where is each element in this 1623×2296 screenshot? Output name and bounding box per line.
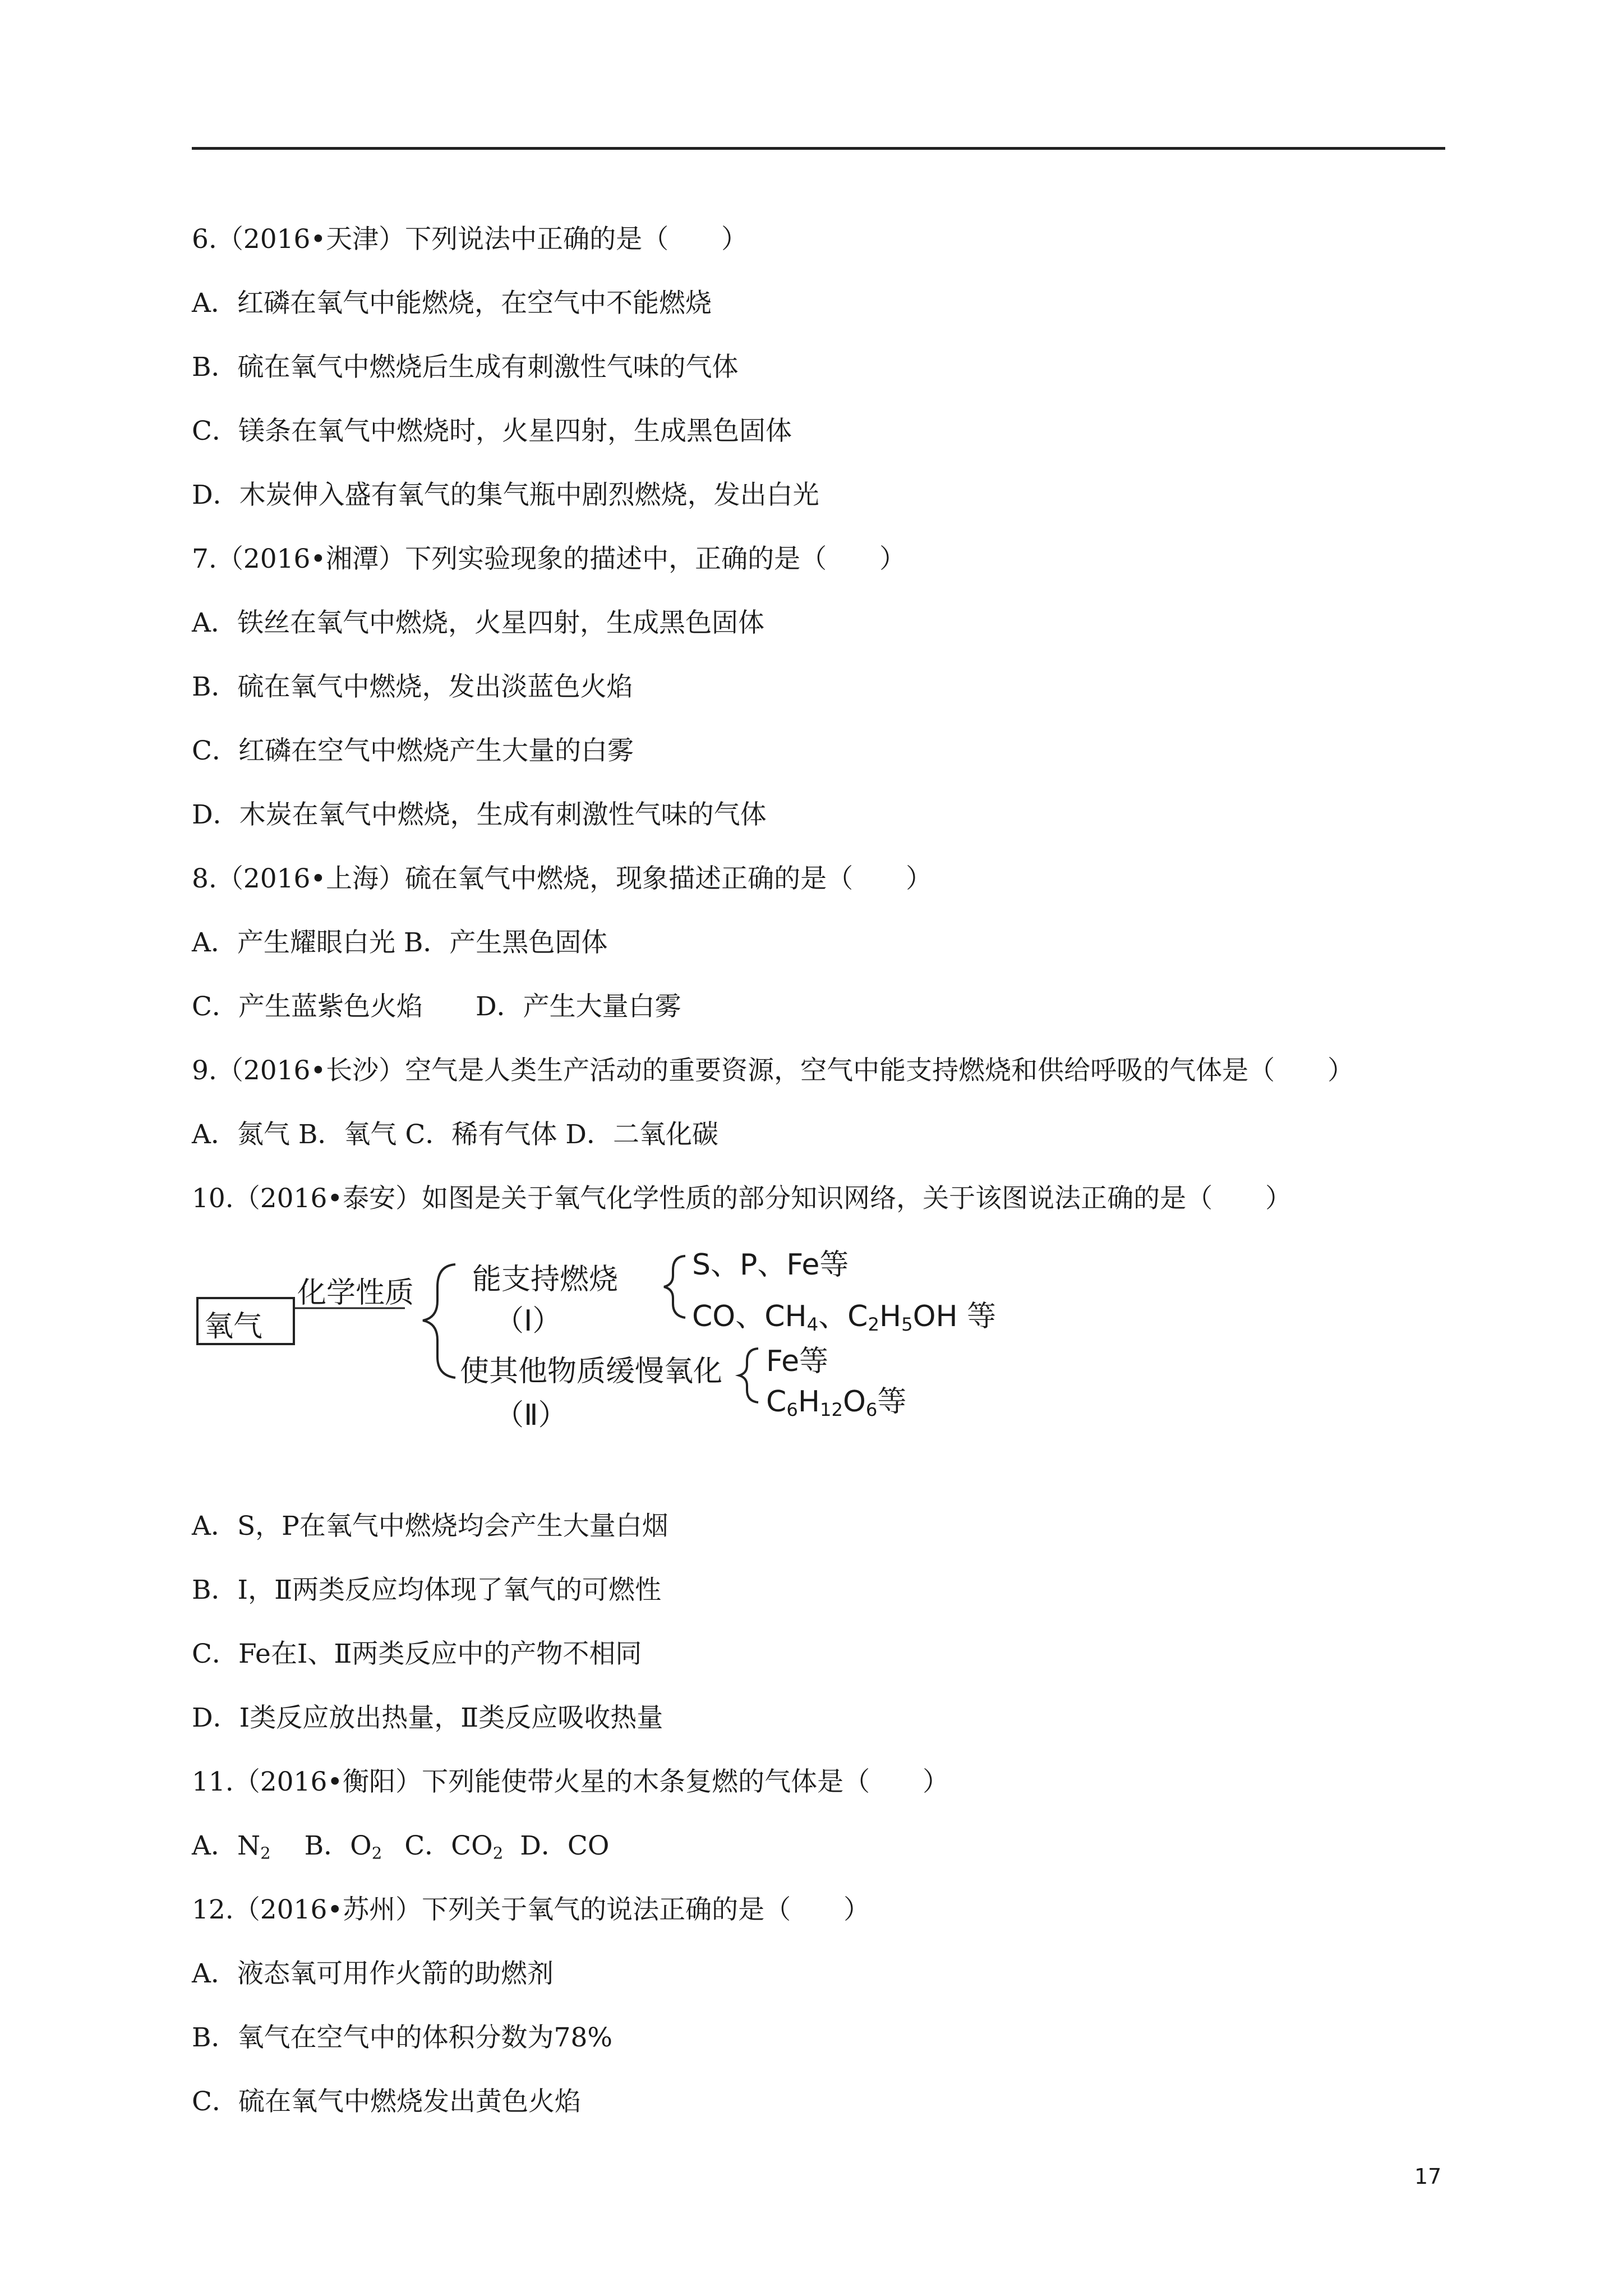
q12-option-a: A．液态氧可用作火箭的助燃剂 <box>192 1958 554 1989</box>
q10-option-d: D．Ⅰ类反应放出热量，Ⅱ类反应吸收热量 <box>192 1703 663 1733</box>
q7-option-a: A．铁丝在氧气中燃烧，火星四射，生成黑色固体 <box>192 608 764 638</box>
brace-group2 <box>739 1349 758 1402</box>
group2-tag: （Ⅱ） <box>495 1398 568 1432</box>
q9-stem: 9.（2016•长沙）空气是人类生产活动的重要资源，空气中能支持燃烧和供给呼吸的气体是（ ） <box>192 1055 1354 1086</box>
q8-stem: 8.（2016•上海）硫在氧气中燃烧，现象描述正确的是（ ） <box>192 863 933 894</box>
q11-stem: 11.（2016•衡阳）下列能使带火星的木条复燃的气体是（ ） <box>192 1766 949 1797</box>
q12-stem: 12.（2016•苏州）下列关于氧气的说法正确的是（ ） <box>192 1894 870 1925</box>
q6-option-d: D．木炭伸入盛有氧气的集气瓶中剧烈燃烧，发出白光 <box>192 480 819 510</box>
root-label-oxygen: 氧气 <box>204 1310 263 1343</box>
group2-item1: Fe等 <box>766 1345 829 1378</box>
q11-options: A．$N_2$ B．$O_2$ C．$CO_2$ D．CO <box>192 1830 610 1863</box>
oxygen-knowledge-diagram <box>192 1231 1033 1494</box>
q10-option-b: B．Ⅰ，Ⅱ两类反应均体现了氧气的可燃性 <box>192 1575 662 1605</box>
q12-option-b: B．氧气在空气中的体积分数为78% <box>192 2022 613 2053</box>
q10-stem: 10.（2016•泰安）如图是关于氧气化学性质的部分知识网络，关于该图说法正确的是（ ） <box>192 1183 1292 1214</box>
q6-option-a: A．红磷在氧气中能燃烧，在空气中不能燃烧 <box>192 288 712 319</box>
q8-options-ab: A．产生耀眼白光 B．产生黑色固体 <box>192 927 608 958</box>
group1-item2: CO、$CH_4$、$C_2H_5OH$ 等 <box>692 1300 997 1336</box>
q6-option-c: C．镁条在氧气中燃烧时，火星四射，生成黑色固体 <box>192 416 792 447</box>
q10-option-c: C．Fe在Ⅰ、Ⅱ两类反应中的产物不相同 <box>192 1639 642 1669</box>
main-brace <box>423 1264 455 1378</box>
branch-label-chemical: 化学性质 <box>297 1276 414 1310</box>
q7-stem: 7.（2016•湘潭）下列实验现象的描述中，正确的是（ ） <box>192 544 906 574</box>
page-content <box>192 208 1445 2134</box>
q7-option-b: B．硫在氧气中燃烧，发出淡蓝色火焰 <box>192 671 633 702</box>
group1-item1: S、P、Fe等 <box>692 1248 849 1282</box>
q6-option-b: B．硫在氧气中燃烧后生成有刺激性气味的气体 <box>192 352 739 383</box>
brace-group1 <box>664 1256 685 1318</box>
q10-option-a: A．S，P在氧气中燃烧均会产生大量白烟 <box>192 1511 668 1542</box>
group1-label: 能支持燃烧 <box>472 1263 619 1296</box>
q6-stem: 6.（2016•天津）下列说法中正确的是（ ） <box>192 224 748 255</box>
q8-options-cd: C．产生蓝紫色火焰 D．产生大量白雾 <box>192 991 681 1022</box>
q7-option-d: D．木炭在氧气中燃烧，生成有刺激性气味的气体 <box>192 799 767 830</box>
group2-label: 使其他物质缓慢氧化 <box>460 1355 723 1388</box>
page-number: 17 <box>1414 2164 1442 2189</box>
q9-options: A．氮气 B．氧气 C．稀有气体 D．二氧化碳 <box>192 1119 718 1150</box>
header-rule <box>192 147 1445 150</box>
group1-tag: （Ⅰ） <box>495 1304 562 1338</box>
group2-item2: $C_6H_{12}O_6$等 <box>766 1385 907 1421</box>
q7-option-c: C．红磷在空气中燃烧产生大量的白雾 <box>192 735 634 766</box>
q12-option-c: C．硫在氧气中燃烧发出黄色火焰 <box>192 2086 581 2117</box>
